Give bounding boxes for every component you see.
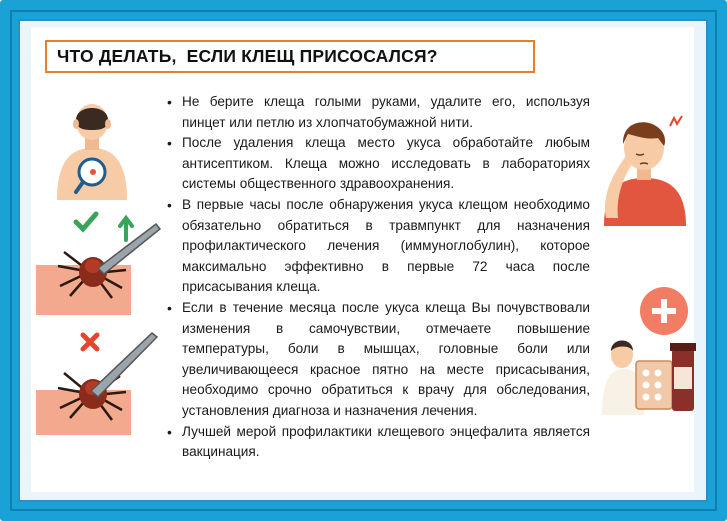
list-item: • Не берите клеща голыми руками, удалите его, используя пинцет или петлю из хлопчатобумажной нити. <box>160 92 590 133</box>
tick-correct-removal-icon <box>36 210 161 315</box>
tick-wrong-removal-icon <box>36 325 161 435</box>
person-back-magnifier-icon <box>52 100 132 200</box>
page-title: ЧТО ДЕЛАТЬ, ЕСЛИ КЛЕЩ ПРИСОСАЛСЯ? <box>45 40 535 73</box>
instructions-list <box>160 92 590 463</box>
list-item: • Если в течение месяца после укуса клеща Вы почувствовали изменения в самочувствии, отмечаете повышение температуры, боли в мышцах, головные боли или увеличивающееся красное пятно на месте присасывания, необходимо срочно обратиться к врачу для обследования, установления диагноза и назначения лечения. <box>160 298 590 422</box>
headache-person-icon <box>596 108 694 226</box>
list-item: • После удаления клеща место укуса обработайте любым антисептиком. Клеща можно исследовать в лабораториях системы общественного здравоохранения. <box>160 133 590 195</box>
list-item: • Лучшей мерой профилактики клещевого энцефалита является вакцинация. <box>160 422 590 463</box>
doctor-pills-heart-icon <box>600 285 696 415</box>
list-item: • В первые часы после обнаружения укуса клещом необходимо обязательно обратиться в травмпункт для назначения профилактического лечения (иммуноглобулин), которое максимально эффективно в первые 72 часа после присасывания клеща. <box>160 195 590 298</box>
